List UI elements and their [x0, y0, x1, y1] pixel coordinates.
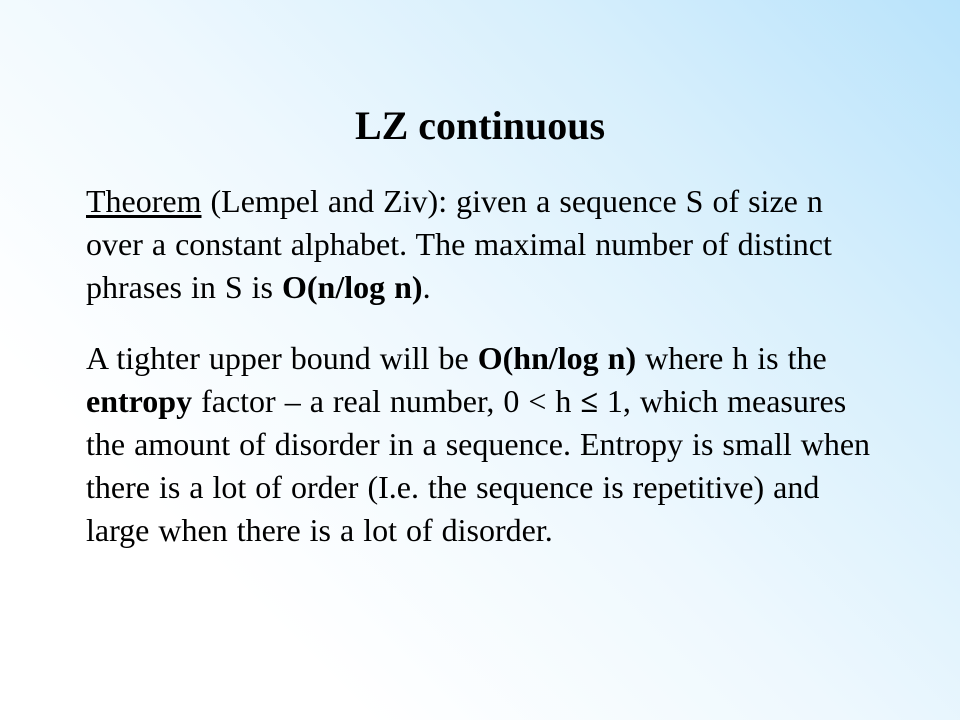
theorem-label: Theorem — [86, 183, 202, 219]
tighter-text-4: 1, which measures the amount of disorder in a sequence. Entropy is small when there is a lot of order (I.e. the sequence is repetitive) and large when there is a lot of disorder. — [86, 383, 871, 548]
theorem-end: . — [422, 269, 431, 305]
theorem-paragraph — [86, 180, 886, 309]
tighter-bound: O(hn/log n) — [477, 340, 637, 376]
tighter-text-2: where h is the — [636, 340, 827, 376]
entropy-term: entropy — [86, 383, 193, 419]
tighter-text-1: A tighter upper bound will be — [86, 340, 478, 376]
tighter-text-3: factor – a real number, 0 < h — [192, 383, 581, 419]
tighter-bound-paragraph — [86, 337, 886, 552]
theorem-bound: O(n/log n) — [282, 269, 423, 305]
slide-title: LZ continuous — [354, 103, 606, 148]
leq-symbol-icon: ≤ — [580, 383, 598, 419]
theorem-text: (Lempel and Ziv): given a sequence S of size n over a constant alphabet. The maximal number of distinct phrases in S is — [86, 183, 832, 305]
